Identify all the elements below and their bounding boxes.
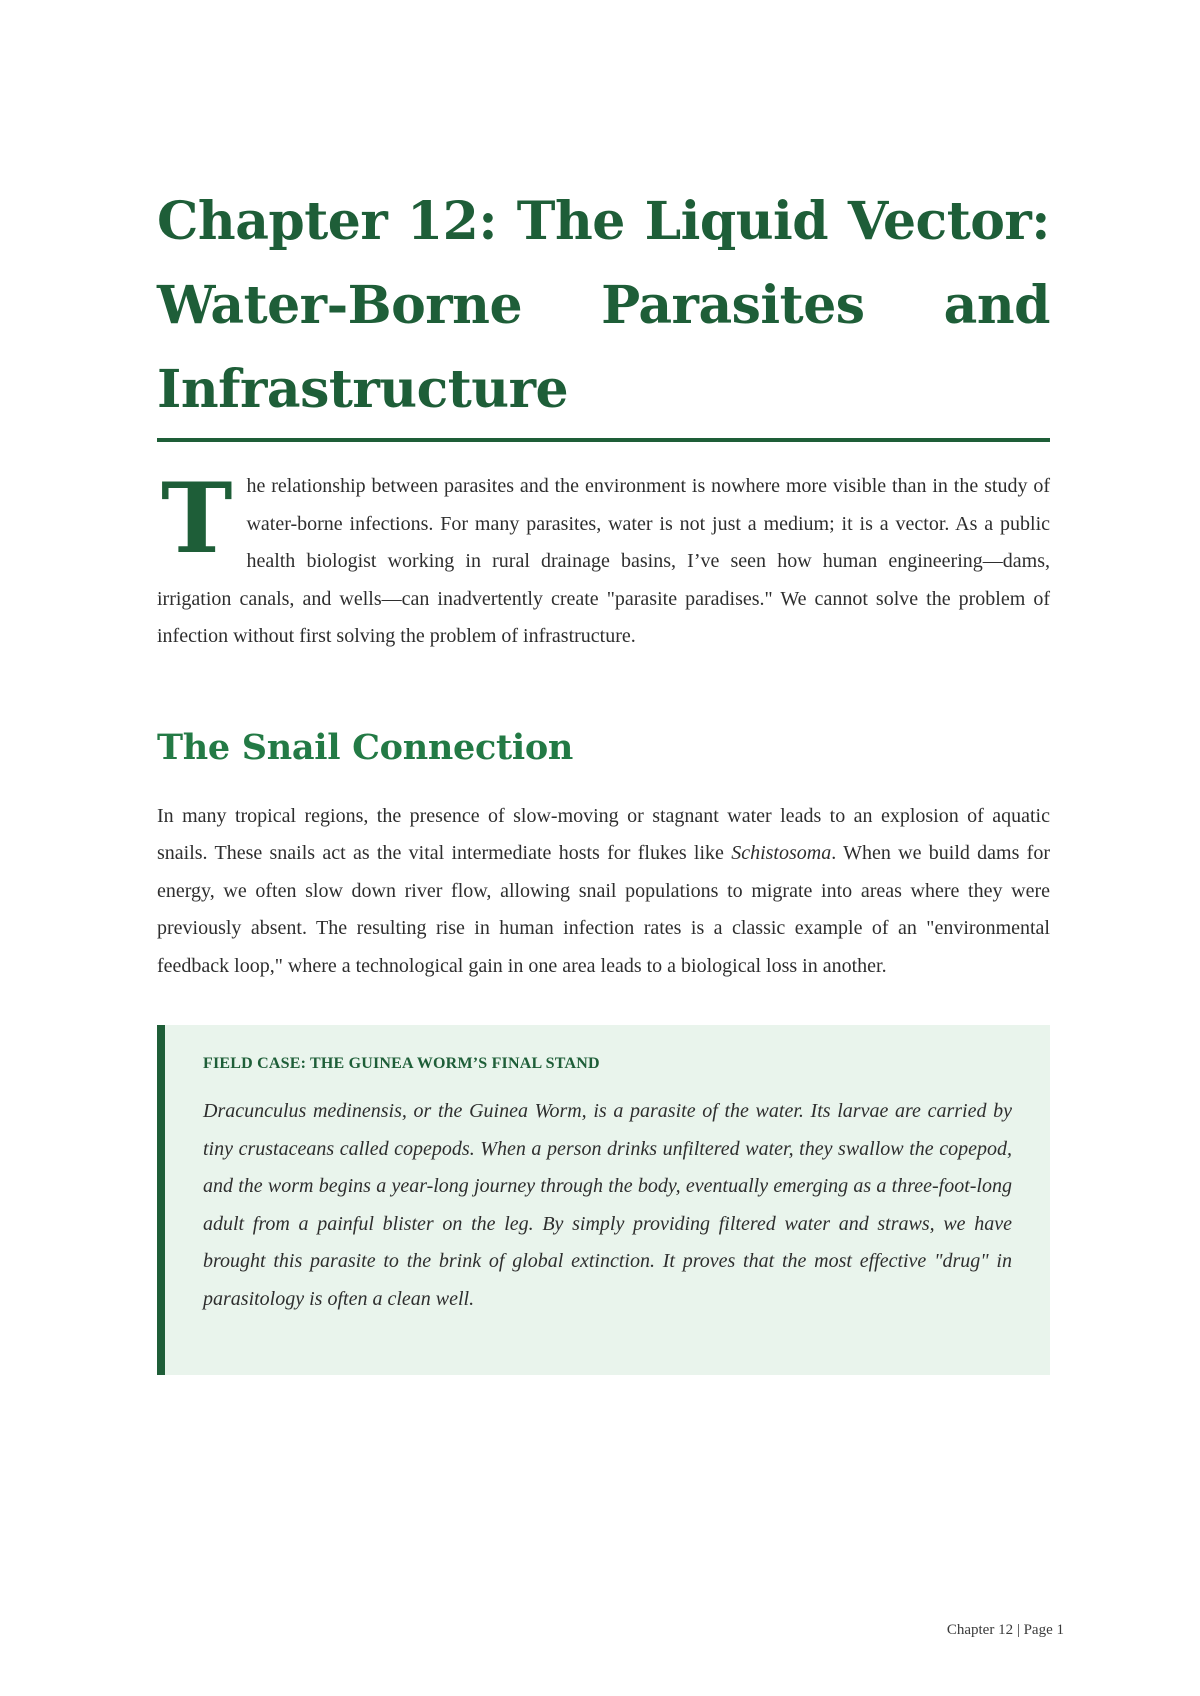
page-content [157, 180, 1050, 1375]
callout-body: Dracunculus medinensis, or the Guinea Worm, is a parasite of the water. Its larvae are carried by tiny crustaceans called copepods. When a person drinks unfiltered water, they swallow the copepod, and the worm begins a year-long journey through the body, eventually emerging as a three-foot-long adult from a painful blister on the leg. By simply providing filtered water and straws, we have brought this parasite to the brink of global extinction. It proves that the most effective "drug" in parasitology is often a clean well. [203, 1100, 1012, 1310]
chapter-title: Chapter 12: The Liquid Vector: Water-Borne Parasites and Infrastructure [157, 180, 1050, 442]
intro-text: he relationship between parasites and the environment is nowhere more visible than in the study of water-borne infections. For many parasites, water is not just a medium; it is a vector. As a public health biologist working in rural drainage basins, I’ve seen how human engineering—dams, irrigation canals, and wells—can inadvertently create "parasite paradises." We cannot solve the problem of infection without first solving the problem of infrastructure. [157, 475, 1050, 647]
section-text-italic: Schistosoma [731, 842, 832, 864]
section-heading: The Snail Connection [157, 726, 574, 768]
section-text-part2: . When we build dams for energy, we often slow down river flow, allowing snail populations to migrate into areas where they were previously absent. The resulting rise in human infection rates is a classic example of an "environmental feedback loop," where a technological gain in one area leads to a biological loss in another. [157, 842, 1050, 977]
drop-cap: T [161, 462, 233, 575]
section-text-part1: In many tropical regions, the presence of slow-moving or stagnant water leads to an explosion of aquatic snails. These snails act as the vital intermediate hosts for flukes like [157, 804, 1050, 864]
page-footer: Chapter 12 | Page 1 [946, 1622, 1064, 1638]
field-case-callout [157, 1025, 1050, 1375]
section-paragraph [157, 798, 1050, 986]
callout-label: FIELD CASE: THE GUINEA WORM’S FINAL STAND [203, 1055, 600, 1072]
intro-paragraph [157, 462, 1050, 656]
